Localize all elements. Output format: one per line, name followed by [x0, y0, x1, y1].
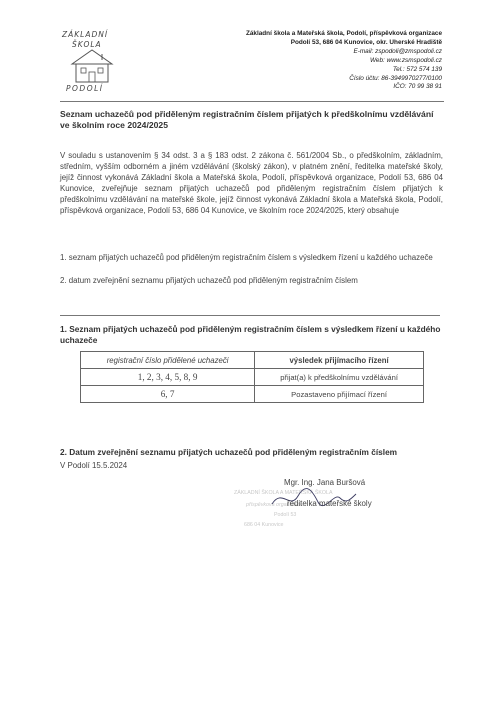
- cell-result: Pozastaveno přijímací řízení: [255, 386, 424, 403]
- intro-paragraph: V souladu s ustanovením § 34 odst. 3 a § 183 odst. 2 zákona č. 561/2004 Sb., o předškolním, základním, středním, vyšším odborném a jiném vzdělávání (školský zákon), v platném znění, ředitelka mateřské školy, jejíž činnost vykonává Základní škola a Mateřská škola, Podolí, příspěvková organizace, Podolí 53, 686 04 Kunovice, zveřejňuje seznam přijatých uchazečů pod přiděleným registračním číslem přijatých k předškolnímu vzdělávání na mateřské škole, jejíž činnost vykonává Základní škola a Mateřská škola, Podolí, příspěvková organizace, Podolí 53, 686 04 Kunovice, ve školním roce 2024/2025, který obsahuje: [60, 151, 443, 215]
- col-header-result: výsledek přijímacího řízení: [255, 352, 424, 369]
- org-phone: Tel.: 572 574 139: [392, 65, 442, 73]
- list-item-2: 2. datum zveřejnění seznamu přijatých uchazečů pod přiděleným registračním číslem: [60, 276, 358, 285]
- table-header-row: [81, 352, 424, 369]
- section-2-heading: 2. Datum zveřejnění seznamu přijatých uchazečů pod přiděleným registračním číslem: [60, 447, 398, 457]
- cell-numbers: 6, 7: [81, 386, 255, 403]
- org-address: Podolí 53, 686 04 Kunovice, okr. Uherské Hradiště: [290, 38, 442, 46]
- signatory-role: ředitelka mateřské školy: [287, 499, 372, 508]
- document-title: Seznam uchazečů pod přiděleným registračním číslem přijatých k předškolnímu vzdělávání ve školním roce 2024/2025: [60, 109, 434, 131]
- org-account: Číslo účtu: 86-3949970277/0100: [349, 74, 442, 82]
- table-row: [81, 386, 424, 403]
- org-ico: IČO: 70 99 38 91: [393, 83, 442, 91]
- stamp-line-3: Podolí 53: [274, 512, 297, 518]
- org-web: Web: www.zsmspodoli.cz: [370, 56, 442, 64]
- logo-line-3: PODOLÍ: [66, 84, 104, 93]
- table-row: [81, 369, 424, 386]
- header-divider: [60, 101, 444, 102]
- school-logo: [58, 28, 128, 94]
- cell-numbers: 1, 2, 3, 4, 5, 8, 9: [81, 369, 255, 386]
- stamp-line-2: příspěvková organizace: [246, 502, 302, 508]
- letterhead: [246, 30, 442, 92]
- signatory-name: Mgr. Ing. Jana Buršová: [284, 478, 366, 487]
- stamp-line-4: 686 04 Kunovice: [244, 522, 284, 528]
- org-email: E-mail: zspodoli@zmspodoli.cz: [353, 47, 442, 55]
- section-divider: [60, 315, 440, 316]
- logo-line-1: ZÁKLADNÍ: [62, 30, 109, 39]
- cell-result: přijat(a) k předškolnímu vzdělávání: [255, 369, 424, 386]
- results-table: [80, 351, 424, 403]
- org-name: Základní škola a Mateřská škola, Podolí, příspěvková organizace: [245, 30, 442, 37]
- place-date: V Podolí 15.5.2024: [60, 461, 128, 470]
- logo-line-2: ŠKOLA: [72, 40, 102, 49]
- col-header-number: registrační číslo přidělené uchazeči: [81, 352, 255, 369]
- stamp-line-1: ZÁKLADNÍ ŠKOLA A MATEŘSKÁ ŠKOLA: [234, 490, 333, 496]
- list-item-1: 1. seznam přijatých uchazečů pod přiděleným registračním číslem s výsledkem řízení u každého uchazeče: [60, 253, 433, 262]
- section-1-heading: 1. Seznam přijatých uchazečů pod přiděleným registračním číslem s výsledkem řízení u každého uchazeče: [60, 324, 441, 345]
